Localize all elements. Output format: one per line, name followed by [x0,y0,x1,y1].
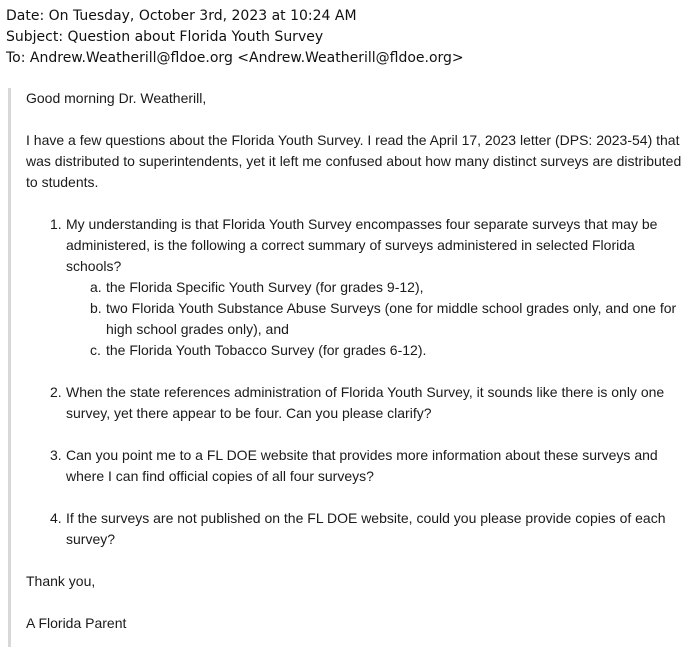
sub-item-text: two Florida Youth Substance Abuse Surveys (one for middle school grades only, and one for high school grades only), and [106,300,677,337]
question-text: My understanding is that Florida Youth Survey encompasses four separate surveys that may be administered, is the following a correct summary of surveys administered in selected Florida schools? [66,216,658,274]
email-headers [6,6,464,69]
subject-line: Subject: Question about Florida Youth Survey [6,29,324,45]
sub-list-letter: c. [90,342,101,358]
sub-list-letter: a. [90,279,102,295]
sub-list-item [90,277,688,298]
question-text: When the state references administration of Florida Youth Survey, it sounds like there is only one survey, yet there appear to be four. Can you please clarify? [66,384,665,421]
date-line: Date: On Tuesday, October 3rd, 2023 at 10:24 AM [6,8,357,24]
list-number: 3. [50,447,62,463]
sub-item-text: the Florida Specific Youth Survey (for grades 9-12), [106,279,424,295]
question-list [26,214,688,550]
list-item [50,382,688,424]
greeting: Good morning Dr. Weatherill, [26,90,207,106]
to-line: To: Andrew.Weatherill@fldoe.org <Andrew.Weatherill@fldoe.org> [6,50,464,66]
sub-list-item [90,298,688,340]
sub-item-text: the Florida Youth Tobacco Survey (for grades 6-12). [106,342,427,358]
question-text: Can you point me to a FL DOE website that provides more information about these surveys and where I can find official copies of all four surveys? [66,447,658,484]
signature: A Florida Parent [26,615,127,631]
list-number: 2. [50,384,62,400]
closing: Thank you, [26,573,96,589]
list-item [50,445,688,487]
list-item [50,214,688,361]
sub-list-letter: b. [90,300,102,316]
question-text: If the surveys are not published on the FL DOE website, could you please provide copies of each survey? [66,510,666,547]
list-number: 1. [50,216,62,232]
intro-paragraph: I have a few questions about the Florida Youth Survey. I read the April 17, 2023 letter (DPS: 2023-54) that was distributed to superintendents, yet it left me confused about how many distinct surveys are distributed to students. [26,132,682,190]
list-item [50,508,688,550]
sub-list-item [90,340,688,361]
list-number: 4. [50,510,62,526]
sub-list [66,277,688,361]
quoted-message [8,88,692,647]
